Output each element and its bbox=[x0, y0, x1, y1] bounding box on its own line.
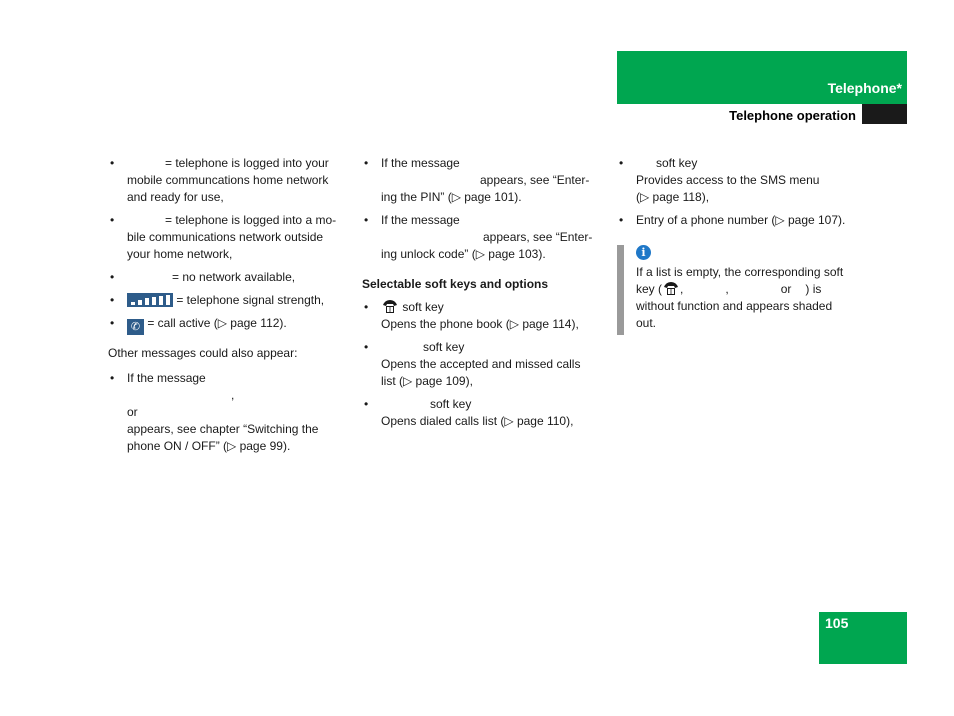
column-left bbox=[108, 155, 348, 461]
item-text: appears, see “Enter- bbox=[480, 173, 590, 187]
list-item bbox=[362, 339, 602, 390]
list-item bbox=[617, 155, 857, 206]
item-text: = telephone is logged into a mo- bbox=[165, 213, 337, 227]
softkeys-heading: Selectable soft keys and options bbox=[362, 277, 549, 291]
item-text: or bbox=[127, 405, 138, 419]
call-active-icon: ✆ bbox=[127, 319, 144, 335]
item-text: = telephone signal strength, bbox=[176, 293, 325, 307]
item-text: Entry of a phone number (▷ page 107). bbox=[636, 213, 846, 227]
list-item bbox=[108, 269, 348, 286]
item-text: and ready for use, bbox=[127, 190, 224, 204]
section-title: Telephone* bbox=[827, 80, 902, 96]
note-text: , bbox=[680, 282, 684, 296]
item-text: , bbox=[231, 388, 235, 402]
phone-book-icon bbox=[381, 299, 399, 313]
item-text: Opens the phone book (▷ page 114), bbox=[381, 317, 579, 331]
header-black-tab bbox=[862, 104, 907, 124]
softkey-label: soft key bbox=[402, 300, 444, 314]
list-item bbox=[108, 212, 348, 263]
item-text: = no network available, bbox=[172, 270, 296, 284]
other-messages-text: Other messages could also appear: bbox=[108, 346, 298, 360]
signal-strength-icon bbox=[127, 293, 173, 307]
list-item bbox=[108, 315, 348, 335]
item-text: = call active (▷ page 112). bbox=[147, 316, 287, 330]
list-item bbox=[108, 292, 348, 309]
softkey-label: soft key bbox=[423, 340, 465, 354]
list-item bbox=[617, 212, 857, 229]
item-text: appears, see “Enter- bbox=[483, 230, 593, 244]
item-text: If the message bbox=[127, 371, 206, 385]
list-item bbox=[108, 370, 348, 455]
list-item bbox=[362, 155, 602, 206]
note-text: If a list is empty, the corresponding soft bbox=[636, 265, 844, 279]
note-text: or bbox=[780, 282, 792, 296]
page-number: 105 bbox=[825, 615, 849, 631]
item-text: If the message bbox=[381, 213, 460, 227]
list-item bbox=[362, 299, 602, 333]
item-text: mobile communcations home network bbox=[127, 173, 329, 187]
note-text: , bbox=[725, 282, 729, 296]
item-text: = telephone is logged into your bbox=[165, 156, 329, 170]
item-text: ing the PIN” (▷ page 101). bbox=[381, 190, 522, 204]
info-icon: i bbox=[636, 245, 651, 260]
item-text: bile communications network outside bbox=[127, 230, 324, 244]
list-item bbox=[108, 155, 348, 206]
item-text: Opens dialed calls list (▷ page 110), bbox=[381, 414, 574, 428]
softkey-label: soft key bbox=[656, 156, 698, 170]
list-item bbox=[362, 212, 602, 263]
column-middle bbox=[362, 155, 602, 436]
note-text: key ( bbox=[636, 282, 663, 296]
softkey-label: soft key bbox=[430, 397, 472, 411]
header-green-band bbox=[617, 51, 907, 104]
item-text: ing unlock code” (▷ page 103). bbox=[381, 247, 546, 261]
list-item bbox=[362, 396, 602, 430]
note-text: without function and appears shaded bbox=[636, 299, 833, 313]
info-note bbox=[617, 245, 857, 332]
column-right bbox=[617, 155, 857, 332]
subsection-title: Telephone operation bbox=[729, 108, 856, 123]
item-text: list (▷ page 109), bbox=[381, 374, 473, 388]
item-text: phone ON / OFF” (▷ page 99). bbox=[127, 439, 291, 453]
item-text: Provides access to the SMS menu bbox=[636, 173, 820, 187]
item-text: your home network, bbox=[127, 247, 233, 261]
phone-book-icon bbox=[662, 281, 680, 295]
note-bar bbox=[617, 245, 624, 335]
item-text: Opens the accepted and missed calls bbox=[381, 357, 581, 371]
item-text: (▷ page 118), bbox=[636, 190, 710, 204]
note-text: ) is bbox=[805, 282, 822, 296]
item-text: appears, see chapter “Switching the bbox=[127, 422, 319, 436]
note-text: out. bbox=[636, 316, 657, 330]
item-text: If the message bbox=[381, 156, 460, 170]
